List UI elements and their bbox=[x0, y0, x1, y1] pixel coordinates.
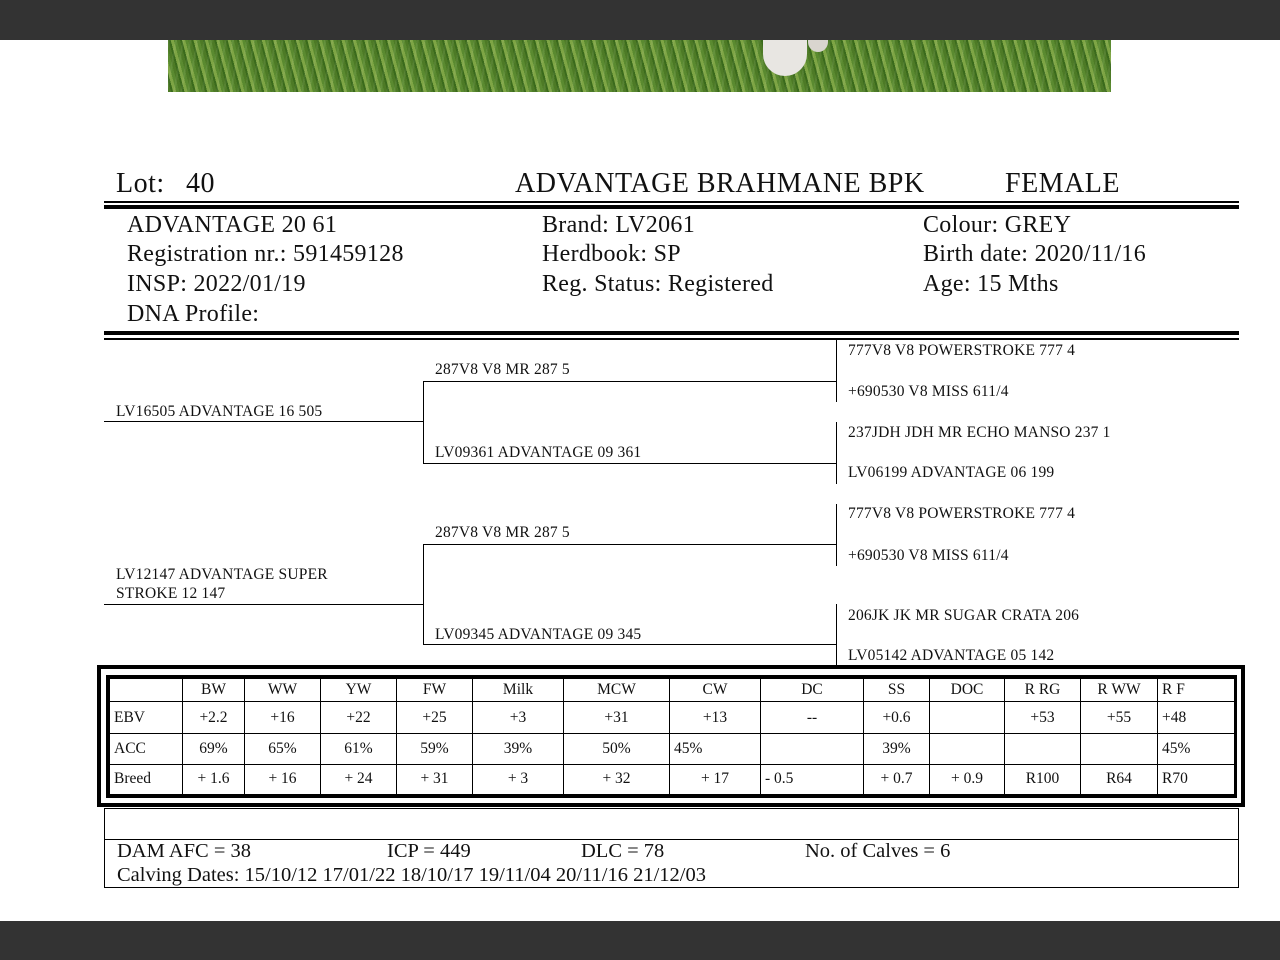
ebv-cell: R64 bbox=[1081, 764, 1158, 794]
pedigree-sdd: LV06199 ADVANTAGE 06 199 bbox=[848, 464, 1055, 481]
ebv-cell: + 31 bbox=[397, 764, 473, 794]
birth-date: Birth date: 2020/11/16 bbox=[923, 241, 1147, 267]
cattle-leg-image-2 bbox=[808, 40, 828, 52]
dam-afc: DAM AFC = 38 bbox=[117, 840, 252, 862]
colour: Colour: GREY bbox=[923, 212, 1072, 238]
pedigree-sire-dam: LV09361 ADVANTAGE 09 361 bbox=[435, 444, 642, 461]
ebv-col-header: R WW bbox=[1081, 679, 1158, 702]
animal-name: ADVANTAGE BRAHMANE BPK bbox=[515, 168, 925, 199]
ebv-row-label: ACC bbox=[110, 734, 183, 764]
viewer-top-bar bbox=[0, 0, 1280, 40]
ebv-cell: +31 bbox=[564, 702, 670, 734]
id-name: ADVANTAGE 20 61 bbox=[127, 212, 338, 238]
animal-sex: FEMALE bbox=[1005, 168, 1120, 199]
lot-number: 40 bbox=[186, 168, 215, 199]
viewer-bottom-bar bbox=[0, 921, 1280, 960]
ebv-cell: +25 bbox=[397, 702, 473, 734]
ebv-cell: +2.2 bbox=[183, 702, 245, 734]
ebv-cell: + 32 bbox=[564, 764, 670, 794]
ebv-cell: 65% bbox=[245, 734, 321, 764]
details-rule-thick bbox=[104, 331, 1239, 335]
ebv-cell: +22 bbox=[321, 702, 397, 734]
ebv-cell: + 0.7 bbox=[864, 764, 930, 794]
ebv-cell: 39% bbox=[864, 734, 930, 764]
ebv-cell: +16 bbox=[245, 702, 321, 734]
pedigree-sss: 777V8 V8 POWERSTROKE 777 4 bbox=[848, 342, 1076, 359]
ebv-cell: R70 bbox=[1158, 764, 1235, 794]
ebv-cell bbox=[930, 702, 1005, 734]
ebv-cell: R100 bbox=[1005, 764, 1081, 794]
ebv-col-header: FW bbox=[397, 679, 473, 702]
dam-stats-box bbox=[104, 808, 1239, 888]
ebv-row-breed bbox=[110, 764, 1235, 794]
pedigree-dsd: +690530 V8 MISS 611/4 bbox=[848, 547, 1009, 564]
pedigree-ssd: +690530 V8 MISS 611/4 bbox=[848, 383, 1009, 400]
insp-date: INSP: 2022/01/19 bbox=[127, 271, 306, 297]
pedigree-dam-line2: STROKE 12 147 bbox=[116, 585, 226, 602]
ebv-cell: + 3 bbox=[473, 764, 564, 794]
ebv-cell: 45% bbox=[1158, 734, 1235, 764]
ebv-col-header bbox=[110, 679, 183, 702]
ebv-cell bbox=[761, 734, 864, 764]
ebv-row-acc bbox=[110, 734, 1235, 764]
ebv-cell: 50% bbox=[564, 734, 670, 764]
reg-status: Reg. Status: Registered bbox=[542, 271, 774, 297]
ebv-cell: +48 bbox=[1158, 702, 1235, 734]
ebv-header-row bbox=[110, 679, 1235, 702]
ebv-cell: +0.6 bbox=[864, 702, 930, 734]
ebv-col-header: DC bbox=[761, 679, 864, 702]
ebv-cell bbox=[930, 734, 1005, 764]
ebv-cell: 61% bbox=[321, 734, 397, 764]
details-rule-thin bbox=[104, 338, 1239, 340]
registration-number: Registration nr.: 591459128 bbox=[127, 241, 404, 267]
dam-calves: No. of Calves = 6 bbox=[805, 840, 951, 862]
pedigree-sds: 237JDH JDH MR ECHO MANSO 237 1 bbox=[848, 424, 1111, 441]
ebv-row-ebv bbox=[110, 702, 1235, 734]
calving-dates: Calving Dates: 15/10/12 17/01/22 18/10/17 19/11/04 20/11/16 21/12/03 bbox=[117, 864, 706, 886]
pedigree-dam-dam: LV09345 ADVANTAGE 09 345 bbox=[435, 626, 642, 643]
ebv-cell: +53 bbox=[1005, 702, 1081, 734]
ebv-cell: 45% bbox=[670, 734, 761, 764]
ebv-col-header: R RG bbox=[1005, 679, 1081, 702]
ebv-cell bbox=[1005, 734, 1081, 764]
lot-label: Lot: bbox=[116, 168, 165, 199]
ebv-cell: - 0.5 bbox=[761, 764, 864, 794]
ebv-table bbox=[109, 678, 1235, 795]
ebv-col-header: R F bbox=[1158, 679, 1235, 702]
dna-profile: DNA Profile: bbox=[127, 301, 260, 327]
ebv-cell: -- bbox=[761, 702, 864, 734]
ebv-row-label: Breed bbox=[110, 764, 183, 794]
herdbook: Herdbook: SP bbox=[542, 241, 681, 267]
ebv-cell: +3 bbox=[473, 702, 564, 734]
ebv-cell: +55 bbox=[1081, 702, 1158, 734]
ebv-col-header: BW bbox=[183, 679, 245, 702]
ebv-col-header: CW bbox=[670, 679, 761, 702]
ebv-cell: + 17 bbox=[670, 764, 761, 794]
brand: Brand: LV2061 bbox=[542, 212, 696, 238]
ebv-col-header: YW bbox=[321, 679, 397, 702]
pedigree-dds: 206JK JK MR SUGAR CRATA 206 bbox=[848, 607, 1080, 624]
ebv-cell: + 0.9 bbox=[930, 764, 1005, 794]
ebv-cell: + 24 bbox=[321, 764, 397, 794]
cattle-leg-image bbox=[763, 40, 807, 76]
pedigree-ddd: LV05142 ADVANTAGE 05 142 bbox=[848, 647, 1055, 664]
ebv-col-header: DOC bbox=[930, 679, 1005, 702]
age: Age: 15 Mths bbox=[923, 271, 1059, 297]
ebv-cell: 39% bbox=[473, 734, 564, 764]
dam-stats-divider bbox=[105, 839, 1238, 840]
ebv-cell: +13 bbox=[670, 702, 761, 734]
pedigree-sire-sire: 287V8 V8 MR 287 5 bbox=[435, 361, 570, 378]
ebv-cell: 69% bbox=[183, 734, 245, 764]
pedigree-dss: 777V8 V8 POWERSTROKE 777 4 bbox=[848, 505, 1076, 522]
header-rule-thick bbox=[104, 205, 1239, 209]
pedigree-sire: LV16505 ADVANTAGE 16 505 bbox=[116, 403, 323, 420]
ebv-cell bbox=[1081, 734, 1158, 764]
dam-dlc: DLC = 78 bbox=[581, 840, 665, 862]
ebv-table-container bbox=[106, 675, 1237, 798]
ebv-cell: 59% bbox=[397, 734, 473, 764]
ebv-col-header: MCW bbox=[564, 679, 670, 702]
ebv-col-header: WW bbox=[245, 679, 321, 702]
ebv-row-label: EBV bbox=[110, 702, 183, 734]
dam-icp: ICP = 449 bbox=[387, 840, 471, 862]
ebv-cell: + 16 bbox=[245, 764, 321, 794]
ebv-col-header: Milk bbox=[473, 679, 564, 702]
ebv-cell: + 1.6 bbox=[183, 764, 245, 794]
cattle-photo bbox=[168, 40, 1111, 92]
pedigree-dam-line1: LV12147 ADVANTAGE SUPER bbox=[116, 566, 328, 583]
pedigree-dam-sire: 287V8 V8 MR 287 5 bbox=[435, 524, 570, 541]
header-rule-thin bbox=[104, 201, 1239, 203]
ebv-col-header: SS bbox=[864, 679, 930, 702]
